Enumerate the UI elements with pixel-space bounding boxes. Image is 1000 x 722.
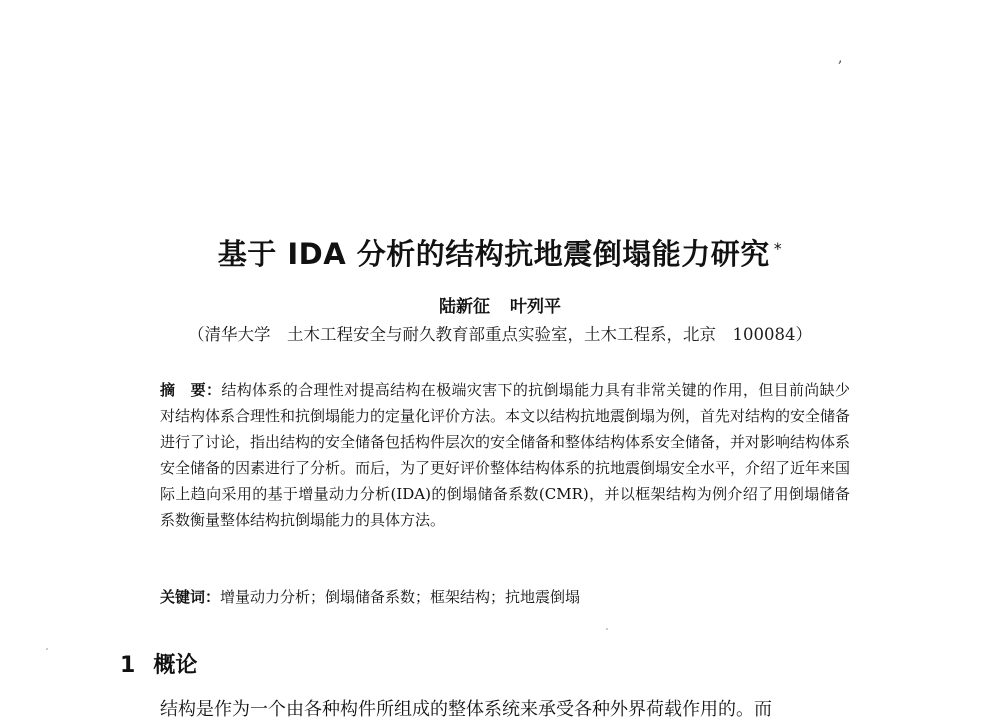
abstract-text: 结构体系的合理性对提高结构在极端灾害下的抗倒塌能力具有非常关键的作用，但目前尚缺少对结构体系合理性和抗倒塌能力的定量化评价方法。本文以结构抗地震倒塌为例，首先对结构的安全储备进行了讨论，指出结构的安全储备包括构件层次的安全储备和整体结构体系安全储备，并对影响结构体系安全储备的因素进行了分析。而后，为了更好评价整体结构体系的抗地震倒塌安全水平，介绍了近年来国际上趋向采用的基于增量动力分析(IDA)的倒塌储备系数(CMR)，并以框架结构为例介绍了用倒塌储备系数衡量整体结构抗倒塌能力的具体方法。 [160,381,851,529]
paper-title [0,232,1000,273]
title-footnote-mark: * [773,239,783,258]
keywords-text: 增量动力分析；倒塌储备系数；框架结构；抗地震倒塌 [220,588,581,606]
paper-title-text: 基于 IDA 分析的结构抗地震倒塌能力研究 [217,237,770,271]
abstract [160,377,850,533]
section-number: 1 [120,653,136,678]
corner-mark: , [838,50,843,66]
keywords [160,584,850,610]
authors: 陆新征 叶列平 [439,297,561,317]
abstract-label: 摘 要： [160,381,222,399]
body-paragraph: 结构是作为一个由各种构件所组成的整体系统来承受各种外界荷载作用的。而 [160,699,772,720]
affiliation: （清华大学 土木工程安全与耐久教育部重点实验室，土木工程系，北京 100084） [188,325,812,344]
scan-speck [606,628,608,630]
scan-speck [46,648,48,650]
section-title: 概论 [153,653,198,678]
section-heading [120,648,197,679]
keywords-label: 关键词： [160,588,221,606]
